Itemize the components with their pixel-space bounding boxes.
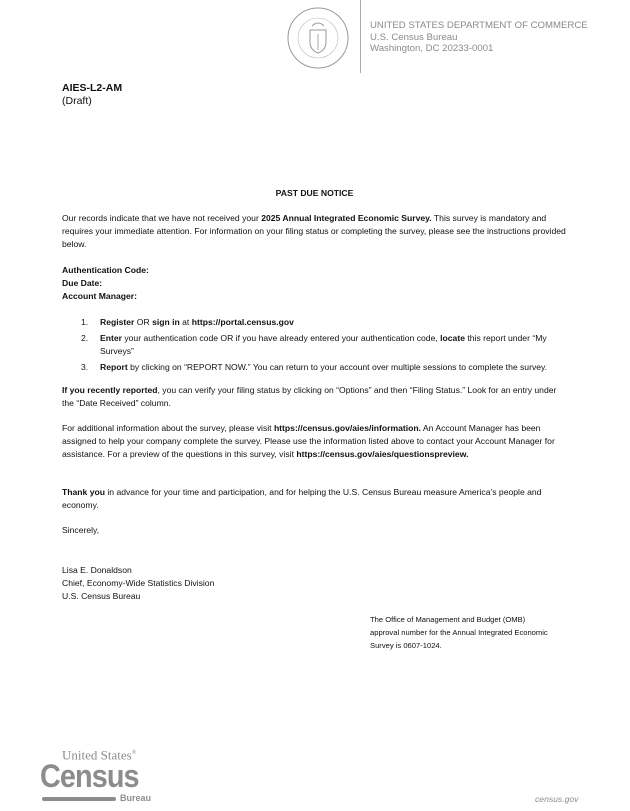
auth-code-label: Authentication Code: — [62, 265, 149, 275]
portal-link[interactable]: https://portal.census.gov — [191, 317, 294, 327]
recent-report-paragraph: If you recently reported, you can verify your filing status by clicking on “Options” and then “Filing Status.” Look for an entry under the “Date Received” column. — [62, 385, 557, 408]
information-link[interactable]: https://census.gov/aies/information. — [273, 423, 422, 433]
list-item: 3. Report by clicking on “REPORT NOW.” You can return to your account over multiple sessions to complete the survey. — [81, 362, 548, 372]
letterhead-divider — [360, 0, 361, 73]
thanks-paragraph: Thank you in advance for your time and participation, and for helping the U.S. Census Bureau measure America’s people and economy. — [62, 487, 542, 510]
omb-note: The Office of Management and Budget (OMB) approval number for the Annual Integrated Economic Survey is 0607-1024. — [370, 615, 548, 650]
questions-preview-link[interactable]: https://census.gov/aies/questionspreview. — [296, 449, 469, 459]
additional-info-paragraph: For additional information about the survey, please visit https://census.gov/aies/information. An Account Manager has been assigned to help your company complete the survey. Please use the information listed above to contact your Account Manager for assistance. For a preview of the questions in this survey, visit https://census.gov/aies/questionspreview. — [62, 423, 555, 459]
department-of-commerce-seal — [286, 6, 350, 70]
survey-fields — [62, 264, 567, 303]
letterhead — [370, 20, 588, 55]
signer-org: U.S. Census Bureau — [62, 591, 141, 601]
list-item: 2. Enter your authentication code OR if you have already entered your authentication code, locate this report under “My Surveys” — [81, 333, 547, 356]
website-link[interactable]: census.gov — [535, 794, 579, 804]
signature-block — [62, 564, 567, 603]
letter-body — [62, 82, 567, 652]
list-item: 1. Register OR sign in at https://portal.census.gov — [81, 317, 294, 327]
letterhead-address: Washington, DC 20233-0001 — [370, 43, 494, 54]
notice-title: PAST DUE NOTICE — [275, 188, 354, 198]
instructions-list — [62, 316, 567, 374]
form-id-block — [62, 82, 567, 108]
intro-paragraph: Our records indicate that we have not received your 2025 Annual Integrated Economic Survey. This survey is mandatory and requires your immediate attention. For information on your filing status or completing the survey, please see the instructions provided below. — [62, 213, 566, 249]
signer-title: Chief, Economy-Wide Statistics Division — [62, 578, 215, 588]
form-status: (Draft) — [62, 95, 92, 107]
account-manager-label: Account Manager: — [62, 291, 137, 301]
letterhead-bureau: U.S. Census Bureau — [370, 31, 458, 43]
census-bureau-logo: United States® Census Bureau — [40, 747, 152, 803]
signer-name: Lisa E. Donaldson — [62, 565, 132, 575]
form-id: AIES-L2-AM — [62, 82, 123, 94]
due-date-label: Due Date: — [62, 278, 103, 288]
closing: Sincerely, — [62, 525, 100, 535]
letterhead-department: UNITED STATES DEPARTMENT OF COMMERCE — [370, 20, 588, 31]
